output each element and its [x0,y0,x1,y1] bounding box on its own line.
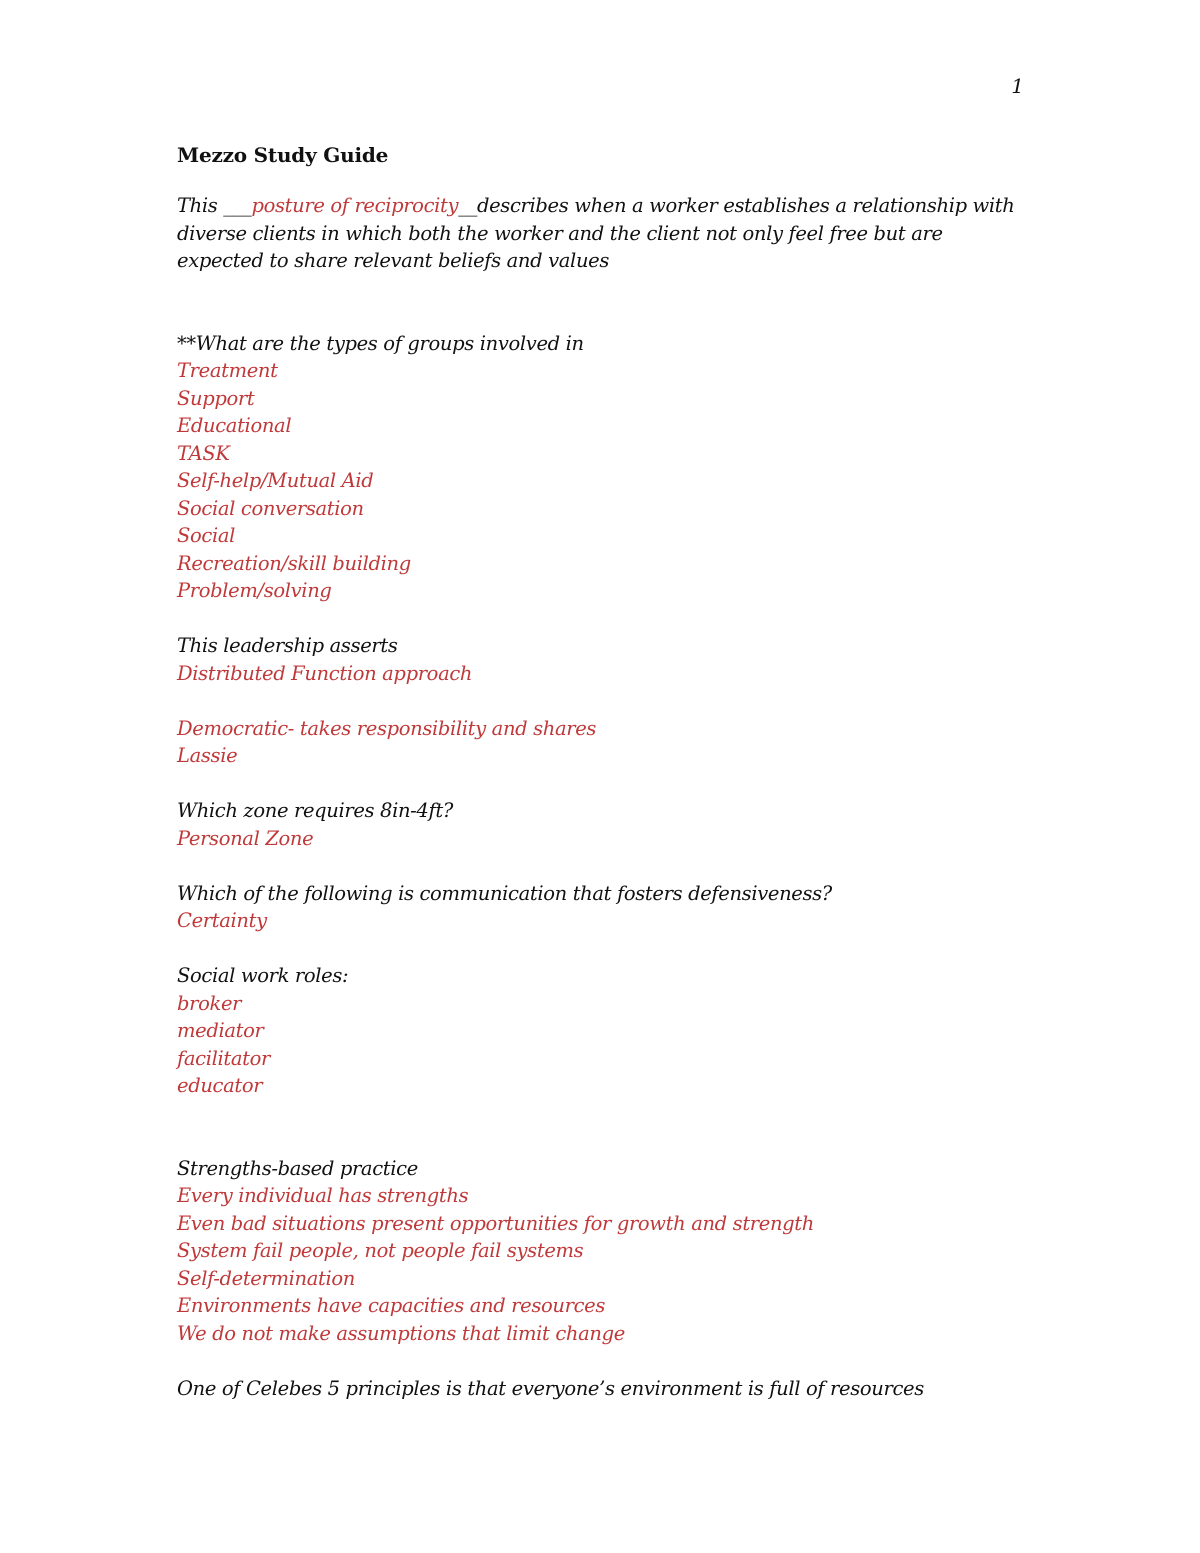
intro-line-3: expected to share relevant beliefs and values [177,249,609,272]
groups-answer: Recreation/skill building [177,551,411,575]
celebes-section [177,1375,1037,1403]
celebes-statement: One of Celebes 5 principles is that everyone’s environment is full of resources [177,1376,924,1400]
zone-answer: Personal Zone [177,826,314,850]
defensiveness-answer: Certainty [177,909,267,932]
roles-question: Social work roles: [177,964,349,987]
roles-answer: facilitator [177,1046,270,1070]
groups-answer: TASK [177,441,230,465]
groups-question: **What are the types of groups involved in [177,331,584,355]
leadership-answer: Distributed Function approach [177,661,473,685]
intro-line-2: diverse clients in which both the worker and the client not only feel free but are [177,221,943,245]
leadership-extra: Lassie [177,744,238,767]
intro-paragraph [177,192,1037,275]
document-body [177,140,1037,1402]
leadership-extra: Democratic- takes responsibility and shares [177,716,597,740]
roles-answer: broker [177,991,242,1015]
groups-answer: Self-help/Mutual Aid [177,469,374,492]
roles-answer: educator [177,1074,263,1097]
page-number: 1 [1011,74,1024,98]
zone-section [177,797,1037,852]
strengths-question: Strengths-based practice [177,1156,418,1180]
intro-line-1 [177,192,1037,220]
groups-section [177,330,1037,605]
intro-answer: posture of reciprocity [251,194,459,217]
strengths-answer: We do not make assumptions that limit change [177,1321,625,1345]
intro-suffix: __describes when a worker establishes a relationship with [458,194,1015,217]
defensiveness-section [177,880,1037,935]
groups-answer: Social conversation [177,496,364,520]
strengths-answer: Every individual has strengths [177,1184,469,1207]
groups-answer: Educational [177,414,292,437]
defensiveness-question: Which of the following is communication that fosters defensiveness? [177,881,832,905]
strengths-answer: Self-determination [177,1266,355,1290]
strengths-answer: Environments have capacities and resources [177,1294,605,1317]
intro-prefix: This ___ [177,194,252,217]
groups-answer: Treatment [177,359,278,382]
page-title: Mezzo Study Guide [177,143,389,167]
strengths-answer: Even bad situations present opportunities for growth and strength [177,1211,815,1235]
groups-answer: Social [177,524,236,547]
leadership-question: This leadership asserts [177,634,398,657]
leadership-section [177,632,1037,770]
strengths-section [177,1155,1037,1348]
zone-question: Which zone requires 8in-4ft? [177,799,453,822]
roles-answer: mediator [177,1019,264,1042]
groups-answer: Problem/solving [177,579,332,602]
roles-section [177,962,1037,1100]
strengths-answer: System fail people, not people fail systems [177,1239,584,1262]
groups-answer: Support [177,386,255,410]
